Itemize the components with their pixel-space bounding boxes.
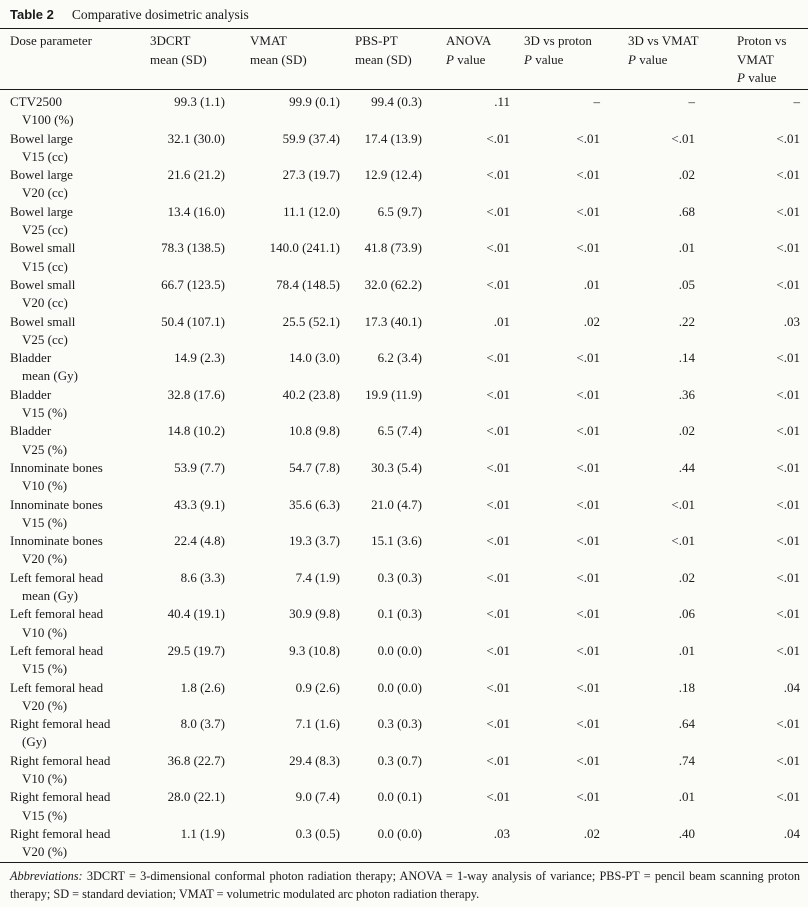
cell-3d-vs-vmat-p: .02	[678, 167, 695, 183]
cell-proton-vs-vmat-p: <.01	[776, 167, 800, 183]
cell-dose-parameter	[0, 422, 150, 459]
table-row	[0, 459, 808, 496]
cell-anova-p: <.01	[486, 716, 510, 732]
cell-3dcrt: 14.9 (2.3)	[174, 350, 225, 366]
cell-proton-vs-vmat-p: <.01	[776, 240, 800, 256]
cell-anova-p: <.01	[486, 276, 510, 292]
top-rule	[0, 28, 808, 29]
cell-dose-parameter	[0, 276, 150, 313]
cell-3d-vs-proton-p: –	[593, 94, 600, 109]
cell-3d-vs-vmat-p: .02	[678, 423, 695, 439]
cell-vmat: 25.5 (52.1)	[282, 313, 340, 329]
cell-3d-vs-vmat-p: .68	[678, 203, 695, 219]
dose-parameter-name: Bowel small	[10, 240, 76, 256]
dose-parameter-metric: mean (Gy)	[22, 588, 78, 604]
cell-3d-vs-vmat-p: .74	[678, 752, 695, 768]
cell-3dcrt: 53.9 (7.7)	[174, 459, 225, 475]
cell-vmat: 10.8 (9.8)	[289, 423, 340, 439]
cell-anova-p: <.01	[486, 459, 510, 475]
cell-3dcrt: 21.6 (21.2)	[167, 167, 225, 183]
cell-proton-vs-vmat-p: <.01	[776, 533, 800, 549]
cell-3d-vs-proton-p: <.01	[576, 752, 600, 768]
cell-dose-parameter	[0, 715, 150, 752]
cell-3dcrt: 8.6 (3.3)	[180, 569, 225, 585]
cell-3d-vs-vmat-p: .44	[678, 459, 695, 475]
dose-parameter-name: Bowel small	[10, 313, 76, 329]
table-row	[0, 605, 808, 642]
table-row	[0, 715, 808, 752]
cell-proton-vs-vmat-p: <.01	[776, 350, 800, 366]
cell-anova-p: <.01	[486, 496, 510, 512]
table-row	[0, 313, 808, 350]
cell-vmat: 40.2 (23.8)	[282, 386, 340, 402]
dose-parameter-metric: V15 (cc)	[22, 148, 68, 164]
cell-proton-vs-vmat-p: <.01	[776, 459, 800, 475]
cell-anova-p: <.01	[486, 240, 510, 256]
dose-parameter-metric: V15 (cc)	[22, 258, 68, 274]
cell-3d-vs-proton-p: <.01	[576, 459, 600, 475]
cell-dose-parameter	[0, 825, 150, 862]
dose-parameter-name: Right femoral head	[10, 789, 111, 805]
table-row	[0, 239, 808, 276]
dose-parameter-metric: mean (Gy)	[22, 368, 78, 384]
dose-parameter-name: Right femoral head	[10, 825, 111, 841]
table-row	[0, 89, 808, 130]
dose-parameter-name: Bladder	[10, 423, 52, 439]
cell-dose-parameter	[0, 605, 150, 642]
cell-vmat: 54.7 (7.8)	[289, 459, 340, 475]
header-proton-vs-vmat: Proton vs VMAT P value	[737, 33, 787, 85]
header-anova: ANOVA P value	[446, 33, 492, 67]
cell-3d-vs-proton-p: <.01	[576, 130, 600, 146]
cell-3d-vs-proton-p: <.01	[576, 167, 600, 183]
cell-dose-parameter	[0, 532, 150, 569]
cell-3dcrt: 99.3 (1.1)	[174, 94, 225, 109]
header-3d-vs-proton: 3D vs proton P value	[524, 33, 592, 67]
cell-dose-parameter	[0, 752, 150, 789]
cell-pbs-pt: 6.5 (9.7)	[377, 203, 422, 219]
cell-pbs-pt: 0.3 (0.3)	[377, 716, 422, 732]
cell-3d-vs-vmat-p: .01	[678, 789, 695, 805]
header-3dcrt: 3DCRT mean (SD)	[150, 33, 207, 67]
dose-parameter-metric: V10 (%)	[22, 770, 68, 786]
table-row	[0, 496, 808, 533]
table-row	[0, 532, 808, 569]
dose-parameter-metric: V20 (%)	[22, 551, 68, 567]
table-body	[0, 89, 808, 861]
cell-vmat: 59.9 (37.4)	[282, 130, 340, 146]
cell-3d-vs-proton-p: <.01	[576, 569, 600, 585]
cell-vmat: 9.3 (10.8)	[289, 642, 340, 658]
cell-proton-vs-vmat-p: .04	[783, 825, 800, 841]
table-caption	[10, 6, 249, 24]
cell-3d-vs-proton-p: <.01	[576, 496, 600, 512]
cell-dose-parameter	[0, 166, 150, 203]
cell-vmat: 0.3 (0.5)	[295, 825, 340, 841]
table-row	[0, 752, 808, 789]
cell-3d-vs-proton-p: .01	[583, 276, 600, 292]
dose-parameter-name: Bowel large	[10, 130, 73, 146]
cell-anova-p: <.01	[486, 752, 510, 768]
cell-3d-vs-vmat-p: .40	[678, 825, 695, 841]
cell-3d-vs-vmat-p: .02	[678, 569, 695, 585]
cell-3d-vs-proton-p: .02	[583, 313, 600, 329]
cell-dose-parameter	[0, 203, 150, 240]
cell-vmat: 30.9 (9.8)	[289, 606, 340, 622]
cell-dose-parameter	[0, 496, 150, 533]
cell-3dcrt: 22.4 (4.8)	[174, 533, 225, 549]
cell-3dcrt: 8.0 (3.7)	[180, 716, 225, 732]
cell-3d-vs-proton-p: <.01	[576, 423, 600, 439]
cell-3d-vs-vmat-p: .64	[678, 716, 695, 732]
cell-3dcrt: 1.1 (1.9)	[180, 825, 225, 841]
cell-pbs-pt: 0.0 (0.1)	[377, 789, 422, 805]
dose-parameter-name: Left femoral head	[10, 642, 104, 658]
table-row	[0, 203, 808, 240]
cell-proton-vs-vmat-p: <.01	[776, 569, 800, 585]
cell-3d-vs-proton-p: <.01	[576, 533, 600, 549]
dose-parameter-name: Innominate bones	[10, 459, 103, 475]
cell-3d-vs-proton-p: .02	[583, 825, 600, 841]
cell-proton-vs-vmat-p: <.01	[776, 276, 800, 292]
cell-vmat: 0.9 (2.6)	[295, 679, 340, 695]
table-row	[0, 788, 808, 825]
header-3d-vs-vmat: 3D vs VMAT P value	[628, 33, 699, 67]
cell-vmat: 99.9 (0.1)	[289, 94, 340, 109]
cell-3dcrt: 40.4 (19.1)	[167, 606, 225, 622]
cell-dose-parameter	[0, 130, 150, 167]
cell-3d-vs-proton-p: <.01	[576, 716, 600, 732]
cell-vmat: 29.4 (8.3)	[289, 752, 340, 768]
header-pbs-pt: PBS-PT mean (SD)	[355, 33, 412, 67]
cell-anova-p: <.01	[486, 642, 510, 658]
table-row	[0, 569, 808, 606]
cell-pbs-pt: 0.0 (0.0)	[377, 642, 422, 658]
dose-parameter-name: Bowel large	[10, 167, 73, 183]
dose-parameter-name: Bladder	[10, 386, 52, 402]
cell-pbs-pt: 0.0 (0.0)	[377, 825, 422, 841]
table-row	[0, 166, 808, 203]
cell-3d-vs-vmat-p: <.01	[671, 533, 695, 549]
dose-parameter-name: Left femoral head	[10, 569, 104, 585]
cell-anova-p: <.01	[486, 569, 510, 585]
cell-vmat: 7.4 (1.9)	[295, 569, 340, 585]
dose-parameter-metric: V15 (%)	[22, 405, 68, 421]
cell-3d-vs-proton-p: <.01	[576, 386, 600, 402]
header-vmat: VMAT mean (SD)	[250, 33, 307, 67]
cell-3d-vs-proton-p: <.01	[576, 789, 600, 805]
cell-vmat: 78.4 (148.5)	[276, 276, 340, 292]
cell-proton-vs-vmat-p: <.01	[776, 789, 800, 805]
dose-parameter-metric: V10 (%)	[22, 478, 68, 494]
cell-anova-p: .01	[493, 313, 510, 329]
header-dose-parameter: Dose parameter	[10, 33, 92, 48]
cell-3d-vs-proton-p: <.01	[576, 606, 600, 622]
cell-vmat: 140.0 (241.1)	[269, 240, 340, 256]
cell-3d-vs-proton-p: <.01	[576, 642, 600, 658]
cell-3dcrt: 50.4 (107.1)	[161, 313, 225, 329]
cell-pbs-pt: 30.3 (5.4)	[371, 459, 422, 475]
cell-anova-p: <.01	[486, 386, 510, 402]
table-row	[0, 349, 808, 386]
table-row	[0, 130, 808, 167]
cell-pbs-pt: 6.5 (7.4)	[377, 423, 422, 439]
cell-proton-vs-vmat-p: <.01	[776, 423, 800, 439]
cell-anova-p: <.01	[486, 606, 510, 622]
cell-dose-parameter	[0, 349, 150, 386]
cell-pbs-pt: 32.0 (62.2)	[364, 276, 422, 292]
cell-3dcrt: 32.8 (17.6)	[167, 386, 225, 402]
cell-3d-vs-proton-p: <.01	[576, 240, 600, 256]
cell-3dcrt: 1.8 (2.6)	[180, 679, 225, 695]
table-row	[0, 276, 808, 313]
cell-3d-vs-vmat-p: .36	[678, 386, 695, 402]
cell-proton-vs-vmat-p: <.01	[776, 386, 800, 402]
cell-3d-vs-vmat-p: .01	[678, 240, 695, 256]
cell-vmat: 11.1 (12.0)	[283, 203, 340, 219]
cell-pbs-pt: 12.9 (12.4)	[364, 167, 422, 183]
cell-3dcrt: 14.8 (10.2)	[167, 423, 225, 439]
cell-proton-vs-vmat-p: <.01	[776, 130, 800, 146]
dose-parameter-name: Right femoral head	[10, 716, 111, 732]
cell-3d-vs-proton-p: <.01	[576, 203, 600, 219]
cell-dose-parameter	[0, 788, 150, 825]
cell-anova-p: <.01	[486, 679, 510, 695]
cell-3d-vs-vmat-p: .18	[678, 679, 695, 695]
cell-dose-parameter	[0, 89, 150, 130]
cell-anova-p: .11	[494, 94, 510, 109]
dose-parameter-metric: V20 (%)	[22, 844, 68, 860]
dose-parameter-name: Innominate bones	[10, 496, 103, 512]
cell-anova-p: <.01	[486, 167, 510, 183]
cell-proton-vs-vmat-p: <.01	[776, 496, 800, 512]
cell-anova-p: <.01	[486, 130, 510, 146]
cell-3dcrt: 32.1 (30.0)	[167, 130, 225, 146]
cell-pbs-pt: 99.4 (0.3)	[371, 94, 422, 109]
cell-proton-vs-vmat-p: <.01	[776, 752, 800, 768]
dose-parameter-metric: V25 (%)	[22, 441, 68, 457]
cell-dose-parameter	[0, 239, 150, 276]
cell-vmat: 14.0 (3.0)	[289, 350, 340, 366]
cell-pbs-pt: 15.1 (3.6)	[371, 533, 422, 549]
table-row	[0, 642, 808, 679]
cell-3dcrt: 13.4 (16.0)	[167, 203, 225, 219]
dose-parameter-name: Bowel small	[10, 276, 76, 292]
bottom-rule	[0, 862, 808, 863]
cell-vmat: 35.6 (6.3)	[289, 496, 340, 512]
cell-3d-vs-vmat-p: <.01	[671, 496, 695, 512]
cell-proton-vs-vmat-p: <.01	[776, 716, 800, 732]
dose-parameter-metric: V100 (%)	[22, 112, 74, 128]
cell-pbs-pt: 0.1 (0.3)	[377, 606, 422, 622]
cell-dose-parameter	[0, 569, 150, 606]
cell-3dcrt: 66.7 (123.5)	[161, 276, 225, 292]
dose-parameter-metric: V10 (%)	[22, 624, 68, 640]
cell-pbs-pt: 17.3 (40.1)	[364, 313, 422, 329]
cell-vmat: 9.0 (7.4)	[295, 789, 340, 805]
cell-proton-vs-vmat-p: .03	[783, 313, 800, 329]
cell-proton-vs-vmat-p: –	[793, 94, 800, 109]
cell-3d-vs-vmat-p: .14	[678, 350, 695, 366]
cell-pbs-pt: 6.2 (3.4)	[377, 350, 422, 366]
cell-dose-parameter	[0, 386, 150, 423]
cell-anova-p: <.01	[486, 789, 510, 805]
dose-parameter-metric: V15 (%)	[22, 807, 68, 823]
dose-parameter-name: Innominate bones	[10, 533, 103, 549]
table-row	[0, 386, 808, 423]
cell-pbs-pt: 21.0 (4.7)	[371, 496, 422, 512]
dosimetric-table	[0, 32, 808, 861]
cell-pbs-pt: 19.9 (11.9)	[365, 386, 422, 402]
cell-proton-vs-vmat-p: <.01	[776, 606, 800, 622]
cell-vmat: 19.3 (3.7)	[289, 533, 340, 549]
abbreviations-footnote	[10, 867, 800, 903]
cell-3d-vs-vmat-p: .05	[678, 276, 695, 292]
dose-parameter-metric: (Gy)	[22, 734, 47, 750]
cell-pbs-pt: 0.3 (0.3)	[377, 569, 422, 585]
table-label: Table 2	[10, 7, 54, 22]
cell-3dcrt: 28.0 (22.1)	[167, 789, 225, 805]
dose-parameter-metric: V20 (cc)	[22, 185, 68, 201]
table-row	[0, 422, 808, 459]
cell-3dcrt: 78.3 (138.5)	[161, 240, 225, 256]
cell-3d-vs-vmat-p: .22	[678, 313, 695, 329]
cell-3d-vs-vmat-p: .01	[678, 642, 695, 658]
cell-vmat: 27.3 (19.7)	[282, 167, 340, 183]
dose-parameter-name: Bladder	[10, 350, 52, 366]
cell-proton-vs-vmat-p: .04	[783, 679, 800, 695]
cell-3dcrt: 36.8 (22.7)	[167, 752, 225, 768]
dose-parameter-name: CTV2500	[10, 94, 62, 109]
header-row	[0, 32, 808, 89]
cell-3dcrt: 29.5 (19.7)	[167, 642, 225, 658]
cell-anova-p: <.01	[486, 203, 510, 219]
dose-parameter-metric: V15 (%)	[22, 661, 68, 677]
dose-parameter-name: Left femoral head	[10, 606, 104, 622]
table-title: Comparative dosimetric analysis	[71, 7, 249, 22]
cell-pbs-pt: 41.8 (73.9)	[364, 240, 422, 256]
cell-pbs-pt: 0.0 (0.0)	[377, 679, 422, 695]
cell-pbs-pt: 17.4 (13.9)	[364, 130, 422, 146]
cell-3d-vs-vmat-p: <.01	[671, 130, 695, 146]
cell-dose-parameter	[0, 679, 150, 716]
dose-parameter-metric: V20 (%)	[22, 697, 68, 713]
cell-vmat: 7.1 (1.6)	[295, 716, 340, 732]
dose-parameter-name: Left femoral head	[10, 679, 104, 695]
dose-parameter-metric: V25 (cc)	[22, 222, 68, 238]
cell-3d-vs-vmat-p: .06	[678, 606, 695, 622]
table-row	[0, 825, 808, 862]
cell-anova-p: <.01	[486, 350, 510, 366]
cell-3d-vs-proton-p: <.01	[576, 679, 600, 695]
cell-dose-parameter	[0, 459, 150, 496]
cell-3d-vs-proton-p: <.01	[576, 350, 600, 366]
cell-anova-p: <.01	[486, 423, 510, 439]
cell-3d-vs-vmat-p: –	[688, 94, 695, 109]
cell-pbs-pt: 0.3 (0.7)	[377, 752, 422, 768]
cell-3dcrt: 43.3 (9.1)	[174, 496, 225, 512]
dose-parameter-name: Right femoral head	[10, 752, 111, 768]
cell-dose-parameter	[0, 642, 150, 679]
table-row	[0, 679, 808, 716]
dose-parameter-metric: V25 (cc)	[22, 331, 68, 347]
cell-dose-parameter	[0, 313, 150, 350]
footnote-text: 3DCRT = 3-dimensional conformal photon radiation therapy; ANOVA = 1-way analysis of variance; PBS-PT = pencil beam scanning proton therapy; SD = standard deviation; VMAT = volumetric modulated arc photon radiation therapy.	[10, 869, 800, 901]
dose-parameter-metric: V20 (cc)	[22, 295, 68, 311]
dose-parameter-metric: V15 (%)	[22, 514, 68, 530]
cell-proton-vs-vmat-p: <.01	[776, 642, 800, 658]
dose-parameter-name: Bowel large	[10, 203, 73, 219]
footnote-label: Abbreviations:	[10, 869, 83, 883]
cell-anova-p: .03	[493, 825, 510, 841]
cell-proton-vs-vmat-p: <.01	[776, 203, 800, 219]
cell-anova-p: <.01	[486, 533, 510, 549]
